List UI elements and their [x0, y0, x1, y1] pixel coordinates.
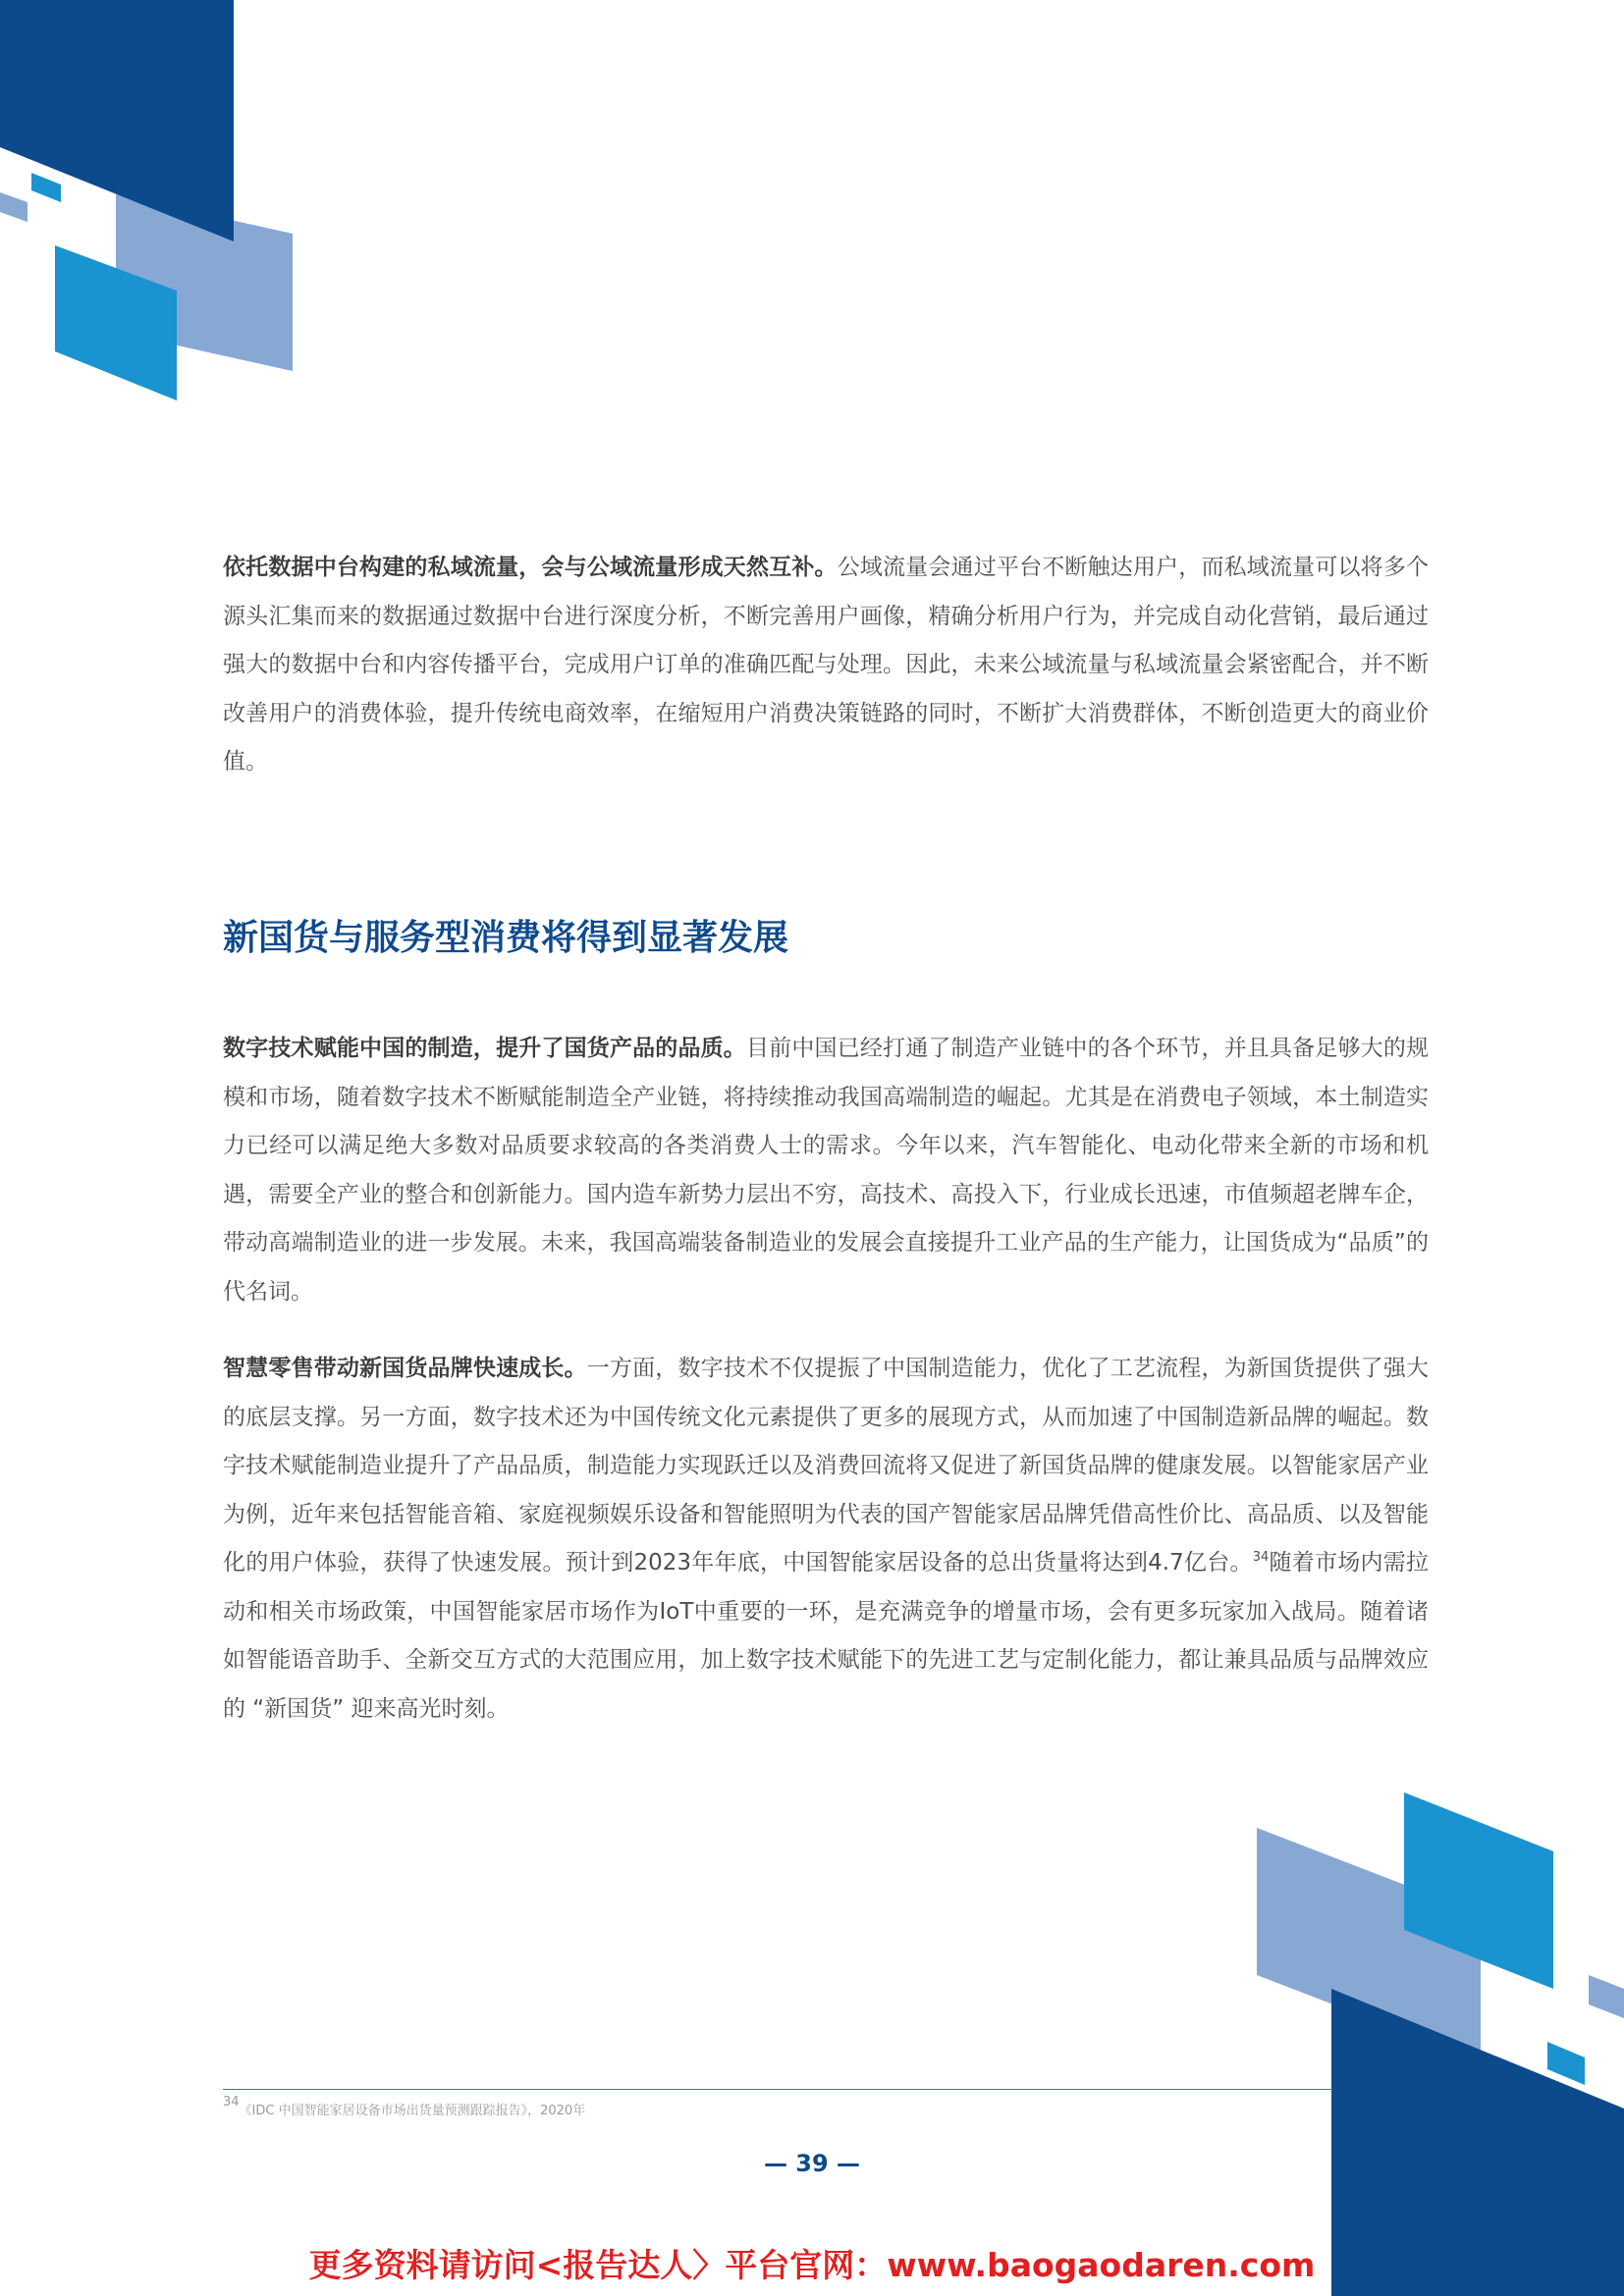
paragraph-body: 公域流量会通过平台不断触达用户，而私域流量可以将多个源头汇集而来的数据通过数据中台进行深度分析，不断完善用户画像，精确分析用户行为，并完成自动化营销，最后通过强大的数据中台和内容传播平台，完成用户订单的准确匹配与处理。因此，未来公域流量与私域流量会紧密配合，并不断改善用户的消费体验，提升传统电商效率，在缩短用户消费决策链路的同时，不断扩大消费群体，不断创造更大的商业价值。 [223, 555, 1430, 774]
footnote [223, 2095, 586, 2120]
footnote-text: 《IDC 中国智能家居设备市场出货量预测跟踪报告》，2020年 [239, 2104, 586, 2118]
bottom-right-mid-block [1404, 1792, 1553, 1989]
paragraph-private-traffic [223, 544, 1429, 787]
paragraph-smart-retail [223, 1345, 1429, 1734]
bottom-right-light-block [1257, 1828, 1481, 2061]
paragraph-lead: 数字技术赋能中国的制造，提升了国货产品的品质。 [223, 1036, 746, 1061]
paragraph-lead: 智慧零售带动新国货品牌快速成长。 [223, 1356, 587, 1381]
website-banner[interactable]: 更多资料请访问<报告达人〉平台官网：www.baogaodaren.com [308, 2246, 1316, 2284]
top-left-mid-block [55, 245, 177, 400]
bottom-right-small-sliver [1589, 1975, 1624, 2018]
top-left-dark-block [0, 0, 234, 241]
bottom-right-small-square [1547, 2042, 1585, 2085]
paragraph-lead: 依托数据中台构建的私域流量，会与公域流量形成天然互补。 [223, 555, 838, 580]
footnote-reference[interactable]: 34 [1252, 1550, 1270, 1565]
page-number: — 39 — [763, 2150, 861, 2177]
paragraph-body: 一方面，数字技术不仅提振了中国制造能力，优化了工艺流程，为新国货提供了强大的底层支撑。另一方面，数字技术还为中国传统文化元素提供了更多的展现方式，从而加速了中国制造新品牌的崛起。数字技术赋能制造业提升了产品品质，制造能力实现跃迁以及消费回流将又促进了新国货品牌的健康发展。以智能家居产业为例，近年来包括智能音箱、家庭视频娱乐设备和智能照明为代表的国产智能家居品牌凭借高性价比、高品质、以及智能化的用户体验，获得了快速发展。预计到2023年年底，中国智能家居设备的总出货量将达到4.7亿台。 [223, 1356, 1430, 1575]
paragraph-body-continued: 随着市场内需拉动和相关市场政策，中国智能家居市场作为IoT中重要的一环，是充满竞争的增量市场，会有更多玩家加入战局。随着诸如智能语音助手、全新交互方式的大范围应用，加上数字技术赋能下的先进工艺与定制化能力，都让兼具品质与品牌效应的 “新国货” 迎来高光时刻。 [223, 1550, 1429, 1722]
top-left-small-sliver [0, 192, 27, 222]
top-left-light-block [116, 194, 293, 371]
footnote-mark: 34 [223, 2095, 240, 2109]
footnote-divider [223, 2089, 1332, 2090]
paragraph-manufacturing [223, 1025, 1429, 1316]
paragraph-body: 目前中国已经打通了制造产业链中的各个环节，并且具备足够大的规模和市场，随着数字技术不断赋能制造全产业链，将持续推动我国高端制造的崛起。尤其是在消费电子领域，本土制造实力已经可以满足绝大多数对品质要求较高的各类消费人士的需求。今年以来，汽车智能化、电动化带来全新的市场和机遇，需要全产业的整合和创新能力。国内造车新势力层出不穷，高技术、高投入下，行业成长迅速，市值频超老牌车企，带动高端制造业的进一步发展。未来，我国高端装备制造业的发展会直接提升工业产品的生产能力，让国货成为“品质”的代名词。 [223, 1036, 1430, 1305]
section-heading: 新国货与服务型消费将得到显著发展 [223, 918, 789, 958]
top-left-small-square [31, 173, 61, 202]
